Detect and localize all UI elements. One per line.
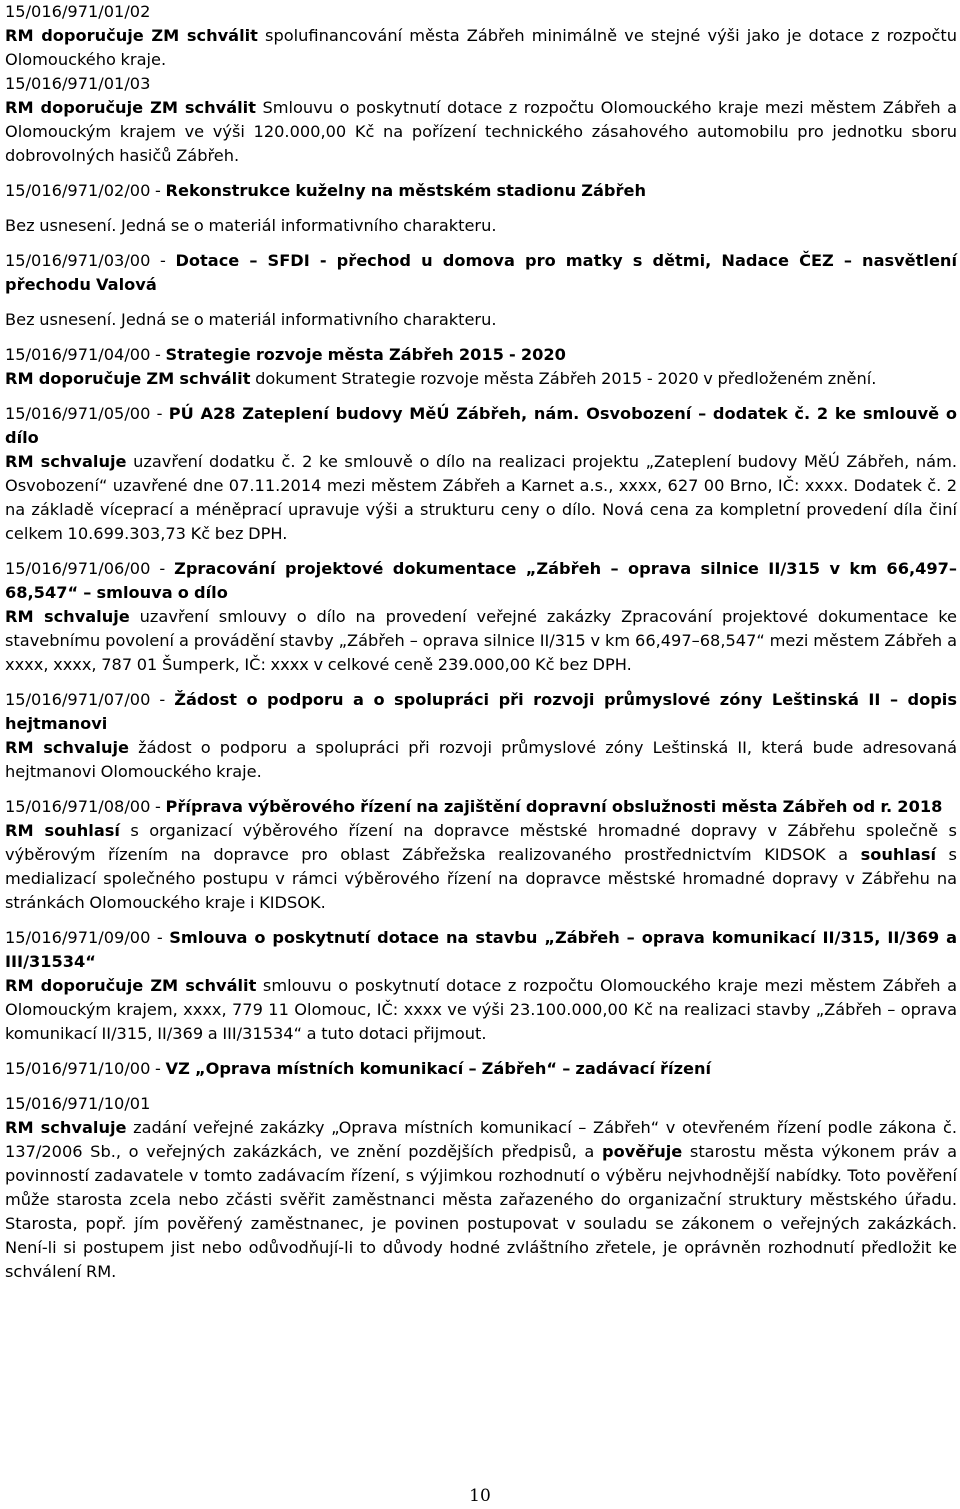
agenda-title: PÚ A28 Zateplení budovy MěÚ Zábřeh, nám. Osvobození – dodatek č. 2 ke smlouvě o dílo bbox=[5, 404, 957, 447]
resolution-number-text: 15/016/971/01/03 bbox=[5, 74, 151, 93]
agenda-number: 15/016/971/06/00 - bbox=[5, 559, 175, 578]
resolution-number bbox=[5, 72, 957, 96]
resolution-number-text: 15/016/971/01/02 bbox=[5, 2, 151, 21]
no-resolution-note bbox=[5, 214, 957, 238]
resolution-number bbox=[5, 0, 957, 24]
agenda-heading bbox=[5, 1057, 957, 1081]
document-page bbox=[5, 0, 957, 1284]
resolution-body: zadání veřejné zakázky „Oprava místních komunikací – Zábřeh“ v otevřeném řízení podle zákona č. 137/2006 Sb., o veřejných zakázkách, ve znění pozdějších předpisů, a bbox=[5, 1118, 957, 1161]
agenda-title: Zpracování projektové dokumentace „Zábřeh – oprava silnice II/315 v km 66,497–68,547“ – smlouva o dílo bbox=[5, 559, 957, 602]
agenda-title: Dotace – SFDI - přechod u domova pro matky s dětmi, Nadace ČEZ – nasvětlení přechodu Valová bbox=[5, 251, 957, 294]
agenda-heading bbox=[5, 926, 957, 974]
resolution-body: smlouvu o poskytnutí dotace z rozpočtu Olomouckého kraje mezi městem Zábřeh a Olomouckým krajem, xxxx, 779 11 Olomouc, IČ: xxxx ve výši 23.100.000,00 Kč na realizaci stavby „Zábřeh – oprava komunikací II/315, II/369 a III/31534“ a tuto dotaci přijmout. bbox=[5, 976, 957, 1043]
resolution-body: uzavření smlouvy o dílo na provedení veřejné zakázky Zpracování projektové dokumentace ke stavebnímu povolení a provádění stavby „Zábřeh – oprava silnice II/315 v km 66,497–68,547“ mezi městem Zábřeh a xxxx, xxxx, 787 01 Šumperk, IČ: xxxx v celkové ceně 239.000,00 Kč bez DPH. bbox=[5, 607, 957, 674]
agenda-heading bbox=[5, 249, 957, 297]
resolution-verb: RM schvaluje bbox=[5, 607, 130, 626]
resolution-text bbox=[5, 605, 957, 677]
agenda-number: 15/016/971/09/00 - bbox=[5, 928, 170, 947]
agenda-title: Smlouva o poskytnutí dotace na stavbu „Zábřeh – oprava komunikací II/315, II/369 a III/31534“ bbox=[5, 928, 957, 971]
agenda-title: VZ „Oprava místních komunikací – Zábřeh“ – zadávací řízení bbox=[165, 1059, 712, 1078]
resolution-body: žádost o podporu a spolupráci při rozvoji průmyslové zóny Leštinská II, která bude adresovaná hejtmanovi Olomouckého kraje. bbox=[5, 738, 957, 781]
resolution-text bbox=[5, 367, 957, 391]
resolution-text bbox=[5, 736, 957, 784]
resolution-body-2: starostu města výkonem práv a povinností zadavatele v tomto zadávacím řízení, s výjimkou rozhodnutí o výběru nejvhodnější nabídky. Toto pověření může starosta zcela nebo zčásti svěřit zaměstnanci města zařazeného do organizační struktury městského úřadu. Starosta, popř. jím pověřený zaměstnanec, je povinen postupovat v souladu se zákonem o veřejných zakázkách. Není-li si postupem jist nebo odůvodňují-li to důvody hodné zvláštního zřetele, je oprávněn rozhodnutí předložit ke schválení RM. bbox=[5, 1142, 957, 1281]
agenda-heading bbox=[5, 795, 957, 819]
resolution-text bbox=[5, 96, 957, 168]
resolution-text bbox=[5, 450, 957, 546]
resolution-verb: RM schvaluje bbox=[5, 738, 130, 757]
no-resolution-note bbox=[5, 308, 957, 332]
agenda-heading bbox=[5, 402, 957, 450]
agenda-title: Příprava výběrového řízení na zajištění dopravní obslužnosti města Zábřeh od r. 2018 bbox=[165, 797, 943, 816]
resolution-verb-2: souhlasí bbox=[860, 845, 937, 864]
resolution-verb: RM schvaluje bbox=[5, 452, 127, 471]
agenda-heading bbox=[5, 688, 957, 736]
agenda-title: Strategie rozvoje města Zábřeh 2015 - 2020 bbox=[165, 345, 566, 364]
resolution-number-text: 15/016/971/10/01 bbox=[5, 1094, 151, 1113]
agenda-number: 15/016/971/07/00 - bbox=[5, 690, 175, 709]
agenda-number: 15/016/971/05/00 - bbox=[5, 404, 169, 423]
resolution-verb: RM doporučuje ZM schválit bbox=[5, 98, 256, 117]
resolution-body: spolufinancování města Zábřeh minimálně ve stejné výši jako je dotace z rozpočtu Olomouckého kraje. bbox=[5, 26, 957, 69]
resolution-body: s organizací výběrového řízení na dopravce městské hromadné dopravy v Zábřehu společně s výběrovým řízením na dopravce pro oblast Zábřežska realizovaného prostřednictvím KIDSOK a bbox=[5, 821, 957, 864]
resolution-body: dokument Strategie rozvoje města Zábřeh 2015 - 2020 v předloženém znění. bbox=[250, 369, 877, 388]
agenda-heading bbox=[5, 343, 957, 367]
resolution-text bbox=[5, 974, 957, 1046]
agenda-title: Žádost o podporu a o spolupráci při rozvoji průmyslové zóny Leštinská II – dopis hejtmanovi bbox=[5, 690, 957, 733]
agenda-number: 15/016/971/02/00 - bbox=[5, 181, 166, 200]
agenda-heading bbox=[5, 557, 957, 605]
resolution-body-2: s medializací společného postupu v rámci výběrového řízení na dopravce městské hromadné dopravy v Zábřehu na stránkách Olomouckého kraje i KIDSOK. bbox=[5, 845, 957, 912]
note-text: Bez usnesení. Jedná se o materiál informativního charakteru. bbox=[5, 310, 497, 329]
resolution-text bbox=[5, 819, 957, 915]
agenda-number: 15/016/971/08/00 - bbox=[5, 797, 166, 816]
agenda-heading bbox=[5, 179, 957, 203]
agenda-title: Rekonstrukce kuželny na městském stadionu Zábřeh bbox=[165, 181, 646, 200]
resolution-verb: RM doporučuje ZM schválit bbox=[5, 976, 257, 995]
resolution-verb: RM souhlasí bbox=[5, 821, 120, 840]
resolution-verb: RM doporučuje ZM schválit bbox=[5, 369, 251, 388]
resolution-verb: RM doporučuje ZM schválit bbox=[5, 26, 258, 45]
resolution-verb: RM schvaluje bbox=[5, 1118, 127, 1137]
resolution-text bbox=[5, 1116, 957, 1284]
resolution-verb-2: pověřuje bbox=[601, 1142, 683, 1161]
agenda-number: 15/016/971/10/00 - bbox=[5, 1059, 166, 1078]
resolution-number bbox=[5, 1092, 957, 1116]
page-number: 10 bbox=[469, 1486, 491, 1506]
resolution-body: Smlouvu o poskytnutí dotace z rozpočtu Olomouckého kraje mezi městem Zábřeh a Olomouckým krajem ve výši 120.000,00 Kč na pořízení technického zásahového automobilu pro jednotku sboru dobrovolných hasičů Zábřeh. bbox=[5, 98, 958, 165]
agenda-number: 15/016/971/04/00 - bbox=[5, 345, 166, 364]
resolution-text bbox=[5, 24, 957, 72]
note-text: Bez usnesení. Jedná se o materiál informativního charakteru. bbox=[5, 216, 497, 235]
agenda-number: 15/016/971/03/00 - bbox=[5, 251, 176, 270]
resolution-body: uzavření dodatku č. 2 ke smlouvě o dílo na realizaci projektu „Zateplení budovy MěÚ Zábřeh, nám. Osvobození“ uzavřené dne 07.11.2014 mezi městem Zábřeh a Karnet a.s., xxxx, 627 00 Brno, IČ: xxxx. Dodatek č. 2 na základě víceprací a méněprací upravuje výši a strukturu ceny o dílo. Nová cena za kompletní provedení díla činí celkem 10.699.303,73 Kč bez DPH. bbox=[5, 452, 957, 543]
